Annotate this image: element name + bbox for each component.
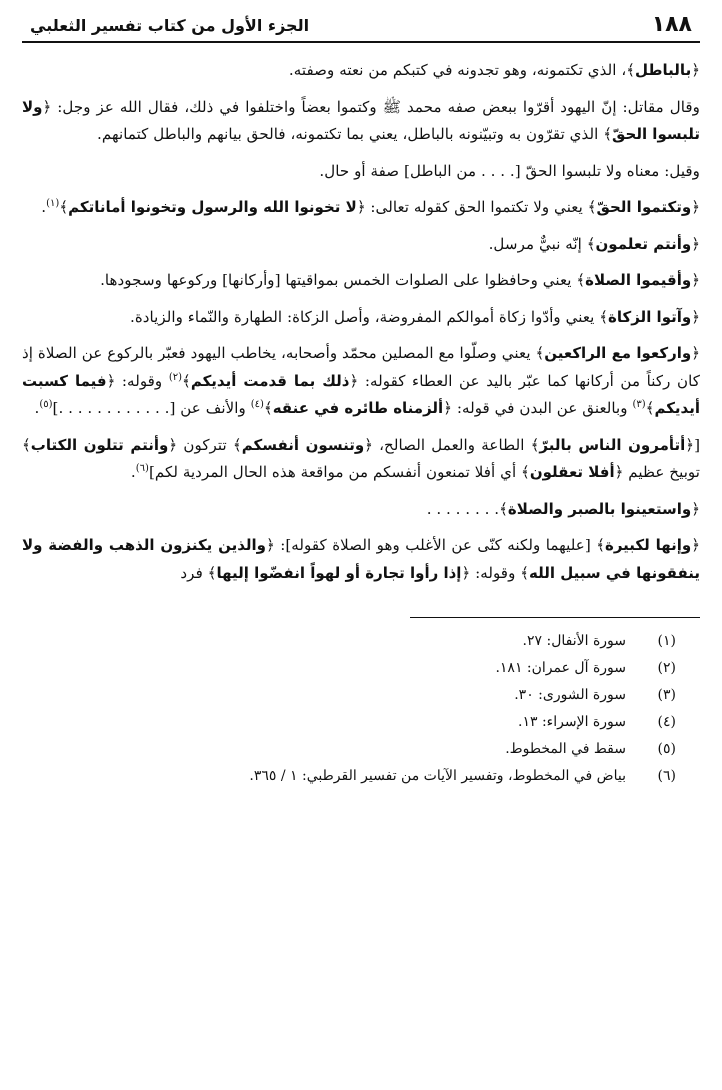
quran-quote: ﴿ والذين يكنزون الذهب والفضة ولا ينفقونها في سبيل الله ﴾ [22,536,700,582]
footnote [22,709,676,736]
text-run: إنّه نبيٌّ مرسل. [488,234,587,253]
text-run: وقوله: [470,563,521,582]
text-run: . . . . . . . . [426,499,500,518]
quran-quote: ﴿ ألزمناه طائره في عنقه ﴾ [264,399,452,417]
paragraph [22,231,700,259]
paragraph [22,94,700,149]
quran-quote: ﴿ وأقيموا الصلاة ﴾ [576,271,700,289]
footnote-number: (١) [657,633,676,649]
quran-quote: ﴿ أفلا تعقلون ﴾ [521,463,623,481]
quran-quote: ﴿ وآتوا الزكاة ﴾ [599,308,700,326]
footnote-text: سورة الشورى: ٣٠. [514,687,626,703]
footnote-ref: (٢) [168,371,183,383]
quran-quote: ﴿ لا تخونوا الله والرسول وتخونوا أماناتكم ﴾ [59,198,365,216]
quran-quote: ﴿ بالباطل ﴾ [626,61,700,79]
footnotes [22,628,700,790]
header-rule [22,41,700,43]
quran-quote: ﴿ ولا تلبسوا الحقّ ﴾ [22,98,700,144]
paragraph [22,532,700,587]
paragraph [22,340,700,423]
text-run: [ [694,435,701,454]
footnote-number: (٥) [657,741,676,757]
footnote [22,763,676,790]
paragraph [22,194,700,222]
quran-quote: ﴿ وتكتموا الحقّ ﴾ [588,198,700,216]
text-run: يعني وأدّوا زكاة أموالكم المفروضة، وأصل الزكاة: الطهارة والنّماء والزيادة. [130,307,600,326]
footnote-ref: (٤) [250,398,264,410]
quran-quote: ﴿ فيما كسبت أيديكم ﴾ [22,372,700,418]
quran-quote: ﴿ وإنها لكبيرة ﴾ [596,536,700,554]
page-header [22,12,700,41]
footnote-number: (٤) [657,714,676,730]
footnote-ref: (٥) [39,398,53,410]
footnote-divider [410,617,700,618]
footnote-text: سورة آل عمران: ١٨١. [495,660,626,676]
footnote-text: سقط في المخطوط. [505,741,626,757]
page-number: ١٨٨ [651,12,692,37]
footnote-ref: (١) [46,197,60,209]
quran-quote: ﴿ أتأمرون الناس بالبرّ ﴾ [531,436,694,454]
footnote [22,655,676,682]
text-run: . [41,198,47,216]
text-run: . [130,463,136,481]
text-run: يعني وصلّوا مع المصلين محمّد وأصحابه، يخاطب اليهود فعبّر بالركوع عن الصلاة إذ كان ركناً من أركانها كما عبّر باليد عن العطاء كقوله: [22,344,700,390]
text-run: والأنف عن [. . . . . . . . . . . .] [52,399,251,417]
text-run: توبيخ عظيم [623,463,700,481]
footnote-ref: (٣) [632,398,646,410]
footnote-number: (٦) [657,768,676,784]
paragraph [22,267,700,295]
text-run: وقال مقاتل: إنّ اليهود أقرّوا ببعض صفه محمد ﷺ وكتموا بعضاً واختلفوا في ذلك، فقال الله عز وجل: [51,97,700,116]
quran-quote: ﴿ واستعينوا بالصبر والصلاة ﴾ [499,500,700,518]
text-run: تتركون [177,435,233,454]
quran-quote: ﴿ وتنسون أنفسكم ﴾ [233,436,373,454]
text-run: ، الذي تكتمونه، وهو تجدونه في كتبكم من نعته وصفته. [288,61,627,79]
quran-quote: ﴿ واركعوا مع الراكعين ﴾ [535,344,700,362]
quran-quote: ﴿ وأنتم تعلمون ﴾ [587,235,700,253]
text-run: [عليهما ولكنه كنّى عن الأغلب وهو الصلاة كقوله]: [274,536,597,554]
text-run: وقوله: [115,371,169,390]
quran-quote: ﴿ إذا رأوا تجارة أو لهواً انفضّوا إليها ﴾ [208,564,471,582]
footnote [22,628,676,655]
footnote [22,736,676,763]
text-run: وقيل: معناه ولا تلبسوا الحقّ [. . . . من الباطل] صفة أو حال. [319,161,700,180]
footnote-number: (٣) [657,687,676,703]
running-title: الجزء الأول من كتاب تفسير الثعلبي [30,16,310,35]
text-run: يعني وحافظوا على الصلوات الخمس بمواقيتها [وأركانها] وركوعها وسجودها. [100,271,577,289]
paragraph [22,158,700,186]
paragraph [22,304,700,332]
text-run: . [34,399,40,417]
footnote-text: سورة الإسراء: ١٣. [518,714,626,730]
paragraph [22,496,700,524]
text-run: وبالعنق عن البدن في قوله: [452,399,633,417]
footnote-number: (٢) [657,660,676,676]
text-run: فرد [180,563,208,582]
footnote-text: بياض في المخطوط، وتفسير الآيات من تفسير القرطبي: ١ / ٣٦٥. [249,768,626,784]
text-run: يعني ولا تكتموا الحق كقوله تعالى: [365,198,588,216]
text-run: الطاعة والعمل الصالح، [372,435,531,454]
quran-quote: ﴿ ذلك بما قدمت أيديكم ﴾ [182,372,358,390]
quran-quote: ﴿ وأنتم تتلون الكتاب ﴾ [22,436,177,454]
paragraph [22,57,700,85]
footnote-ref: (٦) [135,462,149,474]
text-run: الذي تقرّون به وتبيّنونه بالباطل، يعني بما تكتمونه، فالحق بيانهم والباطل كتمانهم. [97,125,604,143]
main-text [22,57,700,587]
text-run: أي أفلا تمنعون أنفسكم من مواقعة هذه الحال المردية لكم] [148,463,522,481]
footnote-text: سورة الأنفال: ٢٧. [522,633,626,649]
footnote [22,682,676,709]
paragraph [22,432,700,487]
